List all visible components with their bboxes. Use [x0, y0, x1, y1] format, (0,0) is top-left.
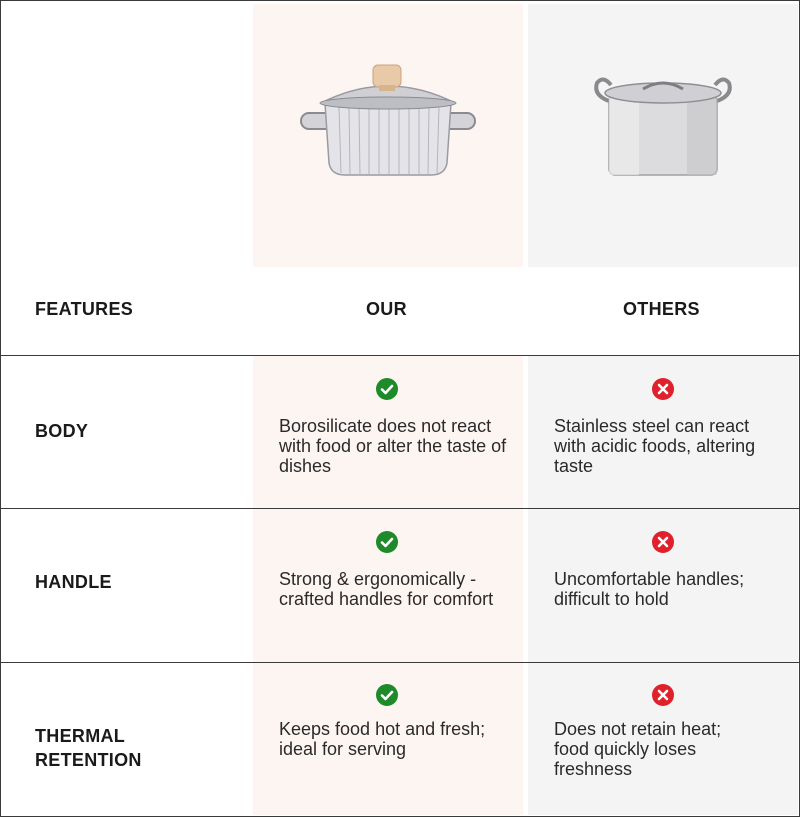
check-circle-icon: [376, 531, 398, 553]
x-circle-icon: [652, 531, 674, 553]
steel-stockpot-icon: [591, 71, 735, 181]
row-divider: [1, 508, 800, 509]
body-others-text: Stainless steel can react with acidic foods, altering taste: [554, 416, 756, 476]
row-divider: [1, 662, 800, 663]
features-header: FEATURES: [35, 299, 134, 319]
glass-pot-icon: [299, 59, 477, 183]
check-circle-icon: [376, 378, 398, 400]
body-our-text: Borosilicate does not react with food or alter the taste of dishes: [279, 416, 507, 476]
thermal-our-text: Keeps food hot and fresh; ideal for serving: [279, 719, 486, 759]
row-label-body: BODY: [35, 421, 89, 441]
x-circle-icon: [652, 378, 674, 400]
thermal-others-text: Does not retain heat; food quickly loses freshness: [554, 719, 722, 779]
row-divider: [1, 355, 800, 356]
check-circle-icon: [376, 684, 398, 706]
x-circle-icon: [652, 684, 674, 706]
handle-our-text: Strong & ergonomically -crafted handles for comfort: [279, 569, 494, 609]
row-label-handle: HANDLE: [35, 572, 112, 592]
handle-others-text: Uncomfortable handles; difficult to hold: [554, 569, 745, 609]
others-header: OTHERS: [623, 299, 700, 319]
header-label-band: [253, 267, 798, 355]
row-label-thermal-retention: THERMAL RETENTION: [35, 726, 142, 770]
our-header: OUR: [366, 299, 407, 319]
